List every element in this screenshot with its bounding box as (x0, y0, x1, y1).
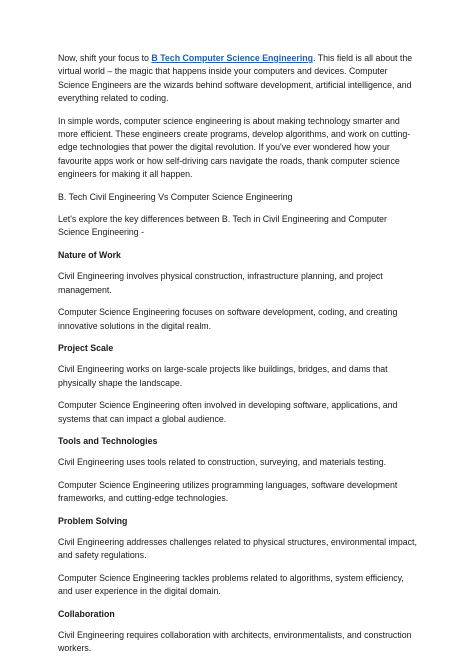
section-heading-tools: Tools and Technologies (58, 435, 158, 446)
comparison-title: B. Tech Civil Engineering Vs Computer Science Engineering (58, 191, 293, 202)
nature-civil-paragraph: Civil Engineering involves physical construction, infrastructure planning, and project management. (58, 271, 383, 295)
section-heading-problem-solving: Problem Solving (58, 515, 128, 526)
scale-cse-paragraph: Computer Science Engineering often involved in developing software, applications, and systems that can impact a global audience. (58, 400, 398, 424)
problem-civil-paragraph: Civil Engineering addresses challenges related to physical structures, environmental impact, and safety regulations. (58, 536, 417, 561)
problem-cse-paragraph: Computer Science Engineering tackles problems related to algorithms, system efficiency, and user experience in the digital domain. (58, 572, 404, 597)
tools-cse-paragraph: Computer Science Engineering utilizes programming languages, software development frameworks, and cutting-edge technologies. (58, 479, 398, 504)
section-heading-collaboration: Collaboration (58, 608, 115, 619)
cse-link[interactable]: B Tech Computer Science Engineering (151, 53, 314, 63)
intro-prefix: Now, shift your focus to (58, 53, 152, 63)
intro-suffix: . This field is all about the virtual world – the magic that happens inside your computers and devices. Computer Science Engineers are the wizards behind software development, artificial intelligence, and everything related to coding. (58, 53, 413, 104)
document-body (58, 52, 420, 665)
simple-words-paragraph: In simple words, computer science engineering is about making technology smarter and more efficient. These engineers create programs, develop algorithms, and work on cutting-edge technologies that power the digital revolution. If you've ever wondered how your favourite apps work or how self-driving cars navigate the roads, thank computer science engineers for making it all happen. (58, 115, 411, 180)
tools-civil-paragraph: Civil Engineering uses tools related to construction, surveying, and materials testing. (58, 457, 387, 468)
section-heading-project-scale: Project Scale (58, 342, 114, 353)
intro-paragraph (58, 52, 420, 106)
explore-paragraph: Let's explore the key differences between B. Tech in Civil Engineering and Computer Science Engineering - (58, 214, 387, 238)
nature-cse-paragraph: Computer Science Engineering focuses on software development, coding, and creating innovative solutions in the digital realm. (58, 307, 398, 331)
collab-civil-paragraph: Civil Engineering requires collaboration with architects, environmentalists, and construction workers. (58, 630, 412, 654)
scale-civil-paragraph: Civil Engineering works on large-scale projects like buildings, bridges, and dams that physically shape the landscape. (58, 364, 388, 388)
section-heading-nature-of-work: Nature of Work (58, 249, 121, 260)
